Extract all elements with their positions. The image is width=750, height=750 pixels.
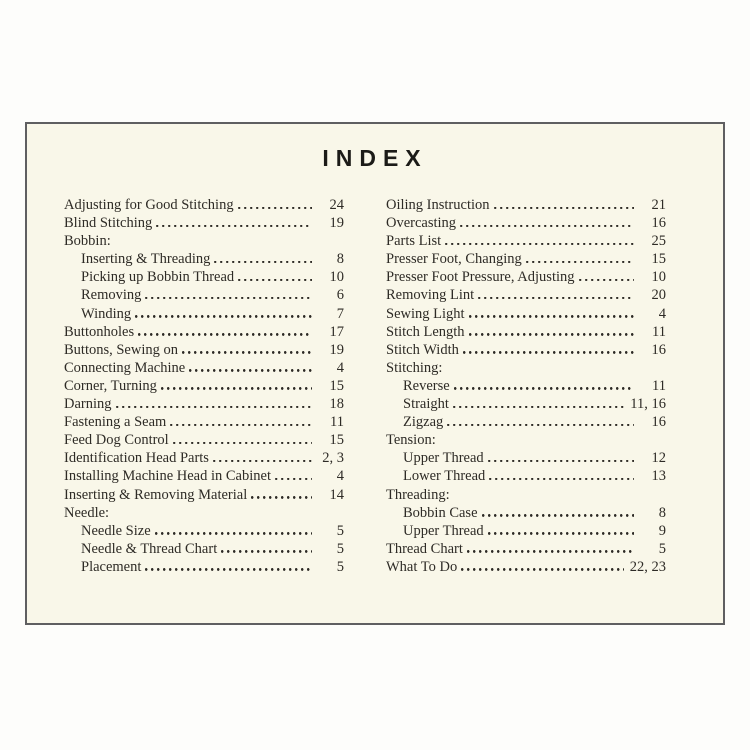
dot-leader [482,514,634,517]
dot-leader [469,333,634,336]
index-entry [386,306,666,324]
entry-label: Blind Stitching [64,215,153,232]
entry-label: Bobbin Case [403,504,478,521]
entry-label: Thread Chart [386,540,463,557]
entry-page-number: 16 [651,215,666,232]
index-entry [386,324,666,342]
entry-page-number: 16 [651,341,666,358]
entry-page-number: 6 [336,287,344,304]
entry-label: Sewing Light [386,305,465,322]
entry-label: Removing [81,287,142,304]
entry-page-number: 12 [651,450,666,467]
entry-page-number: 4 [336,468,344,485]
entry-page-number: 15 [329,377,344,394]
index-entry [386,505,666,523]
entry-page-number: 13 [651,468,666,485]
entry-page-number: 11 [652,377,666,394]
dot-leader [478,297,634,300]
dot-leader [463,351,634,354]
dot-leader [155,532,312,535]
dot-leader [445,243,634,246]
entry-label: Removing Lint [386,287,475,304]
dot-leader [189,369,312,372]
entry-page-number: 5 [336,522,344,539]
entry-page-number: 14 [329,486,344,503]
entry-label: Bobbin: [64,233,111,250]
dot-leader [214,261,312,264]
index-entry [386,360,666,378]
dot-leader [251,496,312,499]
index-entry [386,523,666,541]
entry-page-number: 21 [651,197,666,213]
dot-leader [469,315,634,318]
entry-label: Picking up Bobbin Thread [81,269,235,286]
index-entry [64,414,344,432]
index-entry [64,233,344,251]
entry-label: Winding [81,305,132,322]
entry-label: Needle: [64,504,110,521]
dot-leader [467,550,634,553]
entry-page-number: 11, 16 [630,396,666,413]
dot-leader [145,568,312,571]
page-title: INDEX [322,145,428,171]
dot-leader [213,460,312,463]
entry-page-number: 15 [329,432,344,449]
entry-page-number: 24 [329,197,344,213]
index-entry [386,215,666,233]
index-entry [386,197,666,215]
dot-leader [461,568,624,571]
entry-label: Identification Head Parts [64,450,209,467]
index-entry [386,468,666,486]
index-entry [386,432,666,450]
entry-label: Corner, Turning [64,377,157,394]
entry-label: Inserting & Threading [81,251,211,268]
entry-label: Straight [403,396,449,413]
index-entry [64,215,344,233]
index-entry [64,269,344,287]
index-entry [64,378,344,396]
entry-label: Upper Thread [403,450,484,467]
index-entry [386,414,666,432]
dot-leader [161,387,312,390]
entry-label: Tension: [386,432,436,449]
entry-label: What To Do [386,558,458,575]
entry-label: Threading: [386,486,450,503]
entry-label: Needle Size [81,522,151,539]
dot-leader [526,261,634,264]
entry-page-number: 17 [329,323,344,340]
index-column-right [386,197,666,577]
index-column-left [64,197,344,577]
index-entry [386,559,666,577]
dot-leader [489,478,634,481]
index-entry [386,269,666,287]
entry-page-number: 8 [658,504,666,521]
entry-label: Connecting Machine [64,359,186,376]
dot-leader [170,424,312,427]
index-entry [386,287,666,305]
index-entry [64,541,344,559]
entry-label: Overcasting [386,215,457,232]
index-entry [64,559,344,577]
index-entry [386,487,666,505]
dot-leader [138,333,312,336]
index-entry [64,197,344,215]
entry-page-number: 10 [651,269,666,286]
dot-leader [579,279,635,282]
index-entry [64,432,344,450]
index-entry [64,251,344,269]
entry-label: Buttonholes [64,323,135,340]
index-entry [386,342,666,360]
entry-page-number: 25 [651,233,666,250]
index-entry [386,378,666,396]
index-entry [386,450,666,468]
index-entry [64,287,344,305]
dot-leader [156,225,312,228]
entry-page-number: 4 [336,359,344,376]
entry-label: Stitch Length [386,323,465,340]
entry-label: Needle & Thread Chart [81,540,218,557]
index-entry [386,233,666,251]
dot-leader [238,279,312,282]
index-entry [64,468,344,486]
entry-label: Darning [64,396,112,413]
entry-label: Parts List [386,233,442,250]
dot-leader [494,207,634,210]
dot-leader [447,424,634,427]
dot-leader [116,406,312,409]
entry-label: Installing Machine Head in Cabinet [64,468,271,485]
entry-label: Stitch Width [386,341,459,358]
entry-page-number: 18 [329,396,344,413]
dot-leader [460,225,634,228]
index-entry [386,396,666,414]
dot-leader [182,351,312,354]
dot-leader [454,387,634,390]
entry-page-number: 9 [658,522,666,539]
index-entry [64,360,344,378]
entry-page-number: 15 [651,251,666,268]
dot-leader [145,297,312,300]
index-entry [64,523,344,541]
dot-leader [238,207,312,210]
entry-label: Stitching: [386,359,443,376]
dot-leader [135,315,312,318]
entry-page-number: 19 [329,215,344,232]
dot-leader [221,550,312,553]
index-entry [64,324,344,342]
entry-label: Buttons, Sewing on [64,341,178,358]
entry-label: Zigzag [403,414,444,431]
dot-leader [488,460,634,463]
index-page-card [25,122,725,625]
index-columns [27,172,723,577]
entry-label: Reverse [403,377,450,394]
index-entry [64,487,344,505]
entry-page-number: 5 [336,540,344,557]
dot-leader [275,478,312,481]
entry-label: Presser Foot Pressure, Adjusting [386,269,575,286]
entry-label: Upper Thread [403,522,484,539]
entry-label: Oiling Instruction [386,197,490,213]
entry-page-number: 4 [658,305,666,322]
dot-leader [488,532,634,535]
entry-page-number: 2, 3 [322,450,344,467]
index-entry [64,505,344,523]
entry-label: Feed Dog Control [64,432,169,449]
entry-page-number: 20 [651,287,666,304]
entry-label: Presser Foot, Changing [386,251,522,268]
index-entry [64,342,344,360]
entry-page-number: 11 [330,414,344,431]
index-entry [64,450,344,468]
index-entry [386,541,666,559]
entry-page-number: 11 [652,323,666,340]
entry-page-number: 5 [658,540,666,557]
dot-leader [453,406,624,409]
entry-label: Inserting & Removing Material [64,486,248,503]
entry-page-number: 8 [336,251,344,268]
entry-page-number: 19 [329,341,344,358]
entry-label: Placement [81,558,142,575]
entry-page-number: 7 [336,305,344,322]
entry-label: Fastening a Seam [64,414,167,431]
dot-leader [173,442,312,445]
entry-page-number: 16 [651,414,666,431]
entry-page-number: 10 [329,269,344,286]
index-entry [64,306,344,324]
entry-page-number: 5 [336,558,344,575]
entry-label: Adjusting for Good Stitching [64,197,234,213]
entry-page-number: 22, 23 [629,558,666,575]
index-entry [64,396,344,414]
index-entry [386,251,666,269]
entry-label: Lower Thread [403,468,486,485]
